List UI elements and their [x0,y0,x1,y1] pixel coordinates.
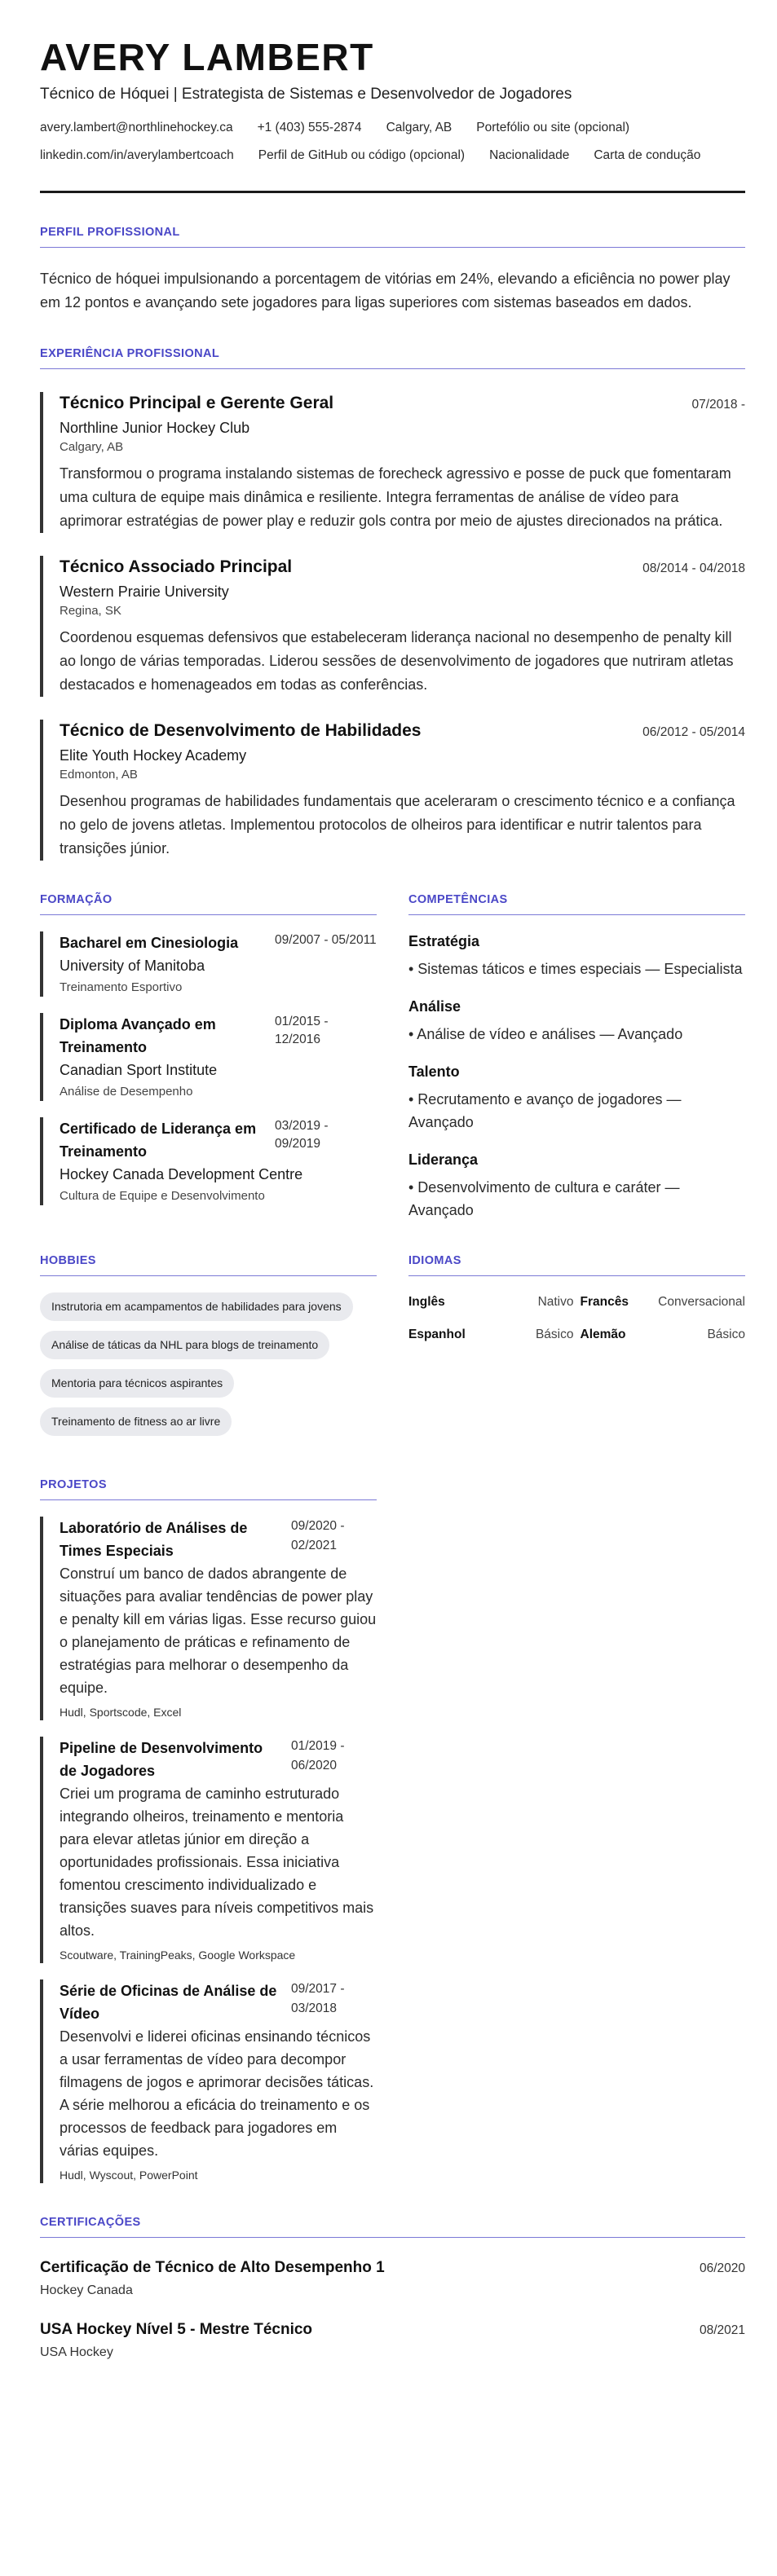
skill-entry: • Sistemas táticos e times especiais — Especialista [408,961,743,977]
contact-portfolio[interactable]: Portefólio ou site (opcional) [476,121,630,134]
degree-title: Diploma Avançado em Treinamento [60,1016,216,1055]
project-tools: Scoutware, TrainingPeaks, Google Workspace [60,1949,296,1962]
language-level: Nativo [537,1295,574,1309]
hobbies-section [40,1254,377,1446]
job-title: Técnico Associado Principal [60,557,293,576]
hobby-chip: Instrutoria em acampamentos de habilidades para jovens [40,1292,353,1321]
certification-date: 08/2021 [699,2323,745,2337]
experience-item [40,556,745,697]
candidate-name: AVERY LAMBERT [40,36,374,78]
education-section [40,893,377,1222]
degree-dates: 01/2015 - 12/2016 [275,1015,329,1046]
job-description: Transformou o programa instalando sistemas de forecheck agressivo e posse de puck que fomentaram uma cultura de equipe mais dinâmica e resiliente. Integra ferramentas de análise de vídeo para aprimorar estratégias de power play e reduzir gols contra por meio de ajustes direcionados na prática. [60,465,731,529]
education-skills-row [40,893,745,1222]
certifications-heading: CERTIFICAÇÕES [40,2216,745,2238]
project-item [40,1517,377,1720]
certification-name: Certificação de Técnico de Alto Desempenho 1 [40,2259,385,2276]
certification-issuer: Hockey Canada [40,2283,133,2297]
job-description: Desenhou programas de habilidades fundamentais que aceleraram o crescimento técnico e a confiança no gelo de jovens atletas. Implementou protocolos de olheiros para identificar e nutrir talentos para transições júnior. [60,793,735,856]
job-organization: Elite Youth Hockey Academy [60,747,247,764]
resume-header [40,36,745,193]
headline: Técnico de Hóquei | Estrategista de Sistemas e Desenvolvedor de Jogadores [40,86,572,103]
language-item [408,1294,574,1310]
hobbies-heading: HOBBIES [40,1254,377,1276]
project-dates: 09/2017 - 03/2018 [291,1982,345,2015]
project-dates: 01/2019 - 06/2020 [291,1739,345,1772]
language-name: Alemão [580,1328,626,1341]
skills-section [408,893,745,1222]
job-title: Técnico de Desenvolvimento de Habilidades [60,721,422,740]
certification-item [40,2257,745,2300]
project-description: Criei um programa de caminho estruturado integrando olheiros, treinamento e mentoria para elevar atletas júnior em direção a oportunidades profissionais. Essa iniciativa fomentou crescimento individualizado e transições suaves para níveis competitivos mais altos. [60,1786,374,1939]
school-name: Hockey Canada Development Centre [60,1166,303,1182]
hobbies-languages-row [40,1254,745,1446]
languages-heading: IDIOMAS [408,1254,745,1276]
skill-category: Talento [408,1063,460,1080]
language-item [408,1327,574,1343]
projects-row [40,1478,745,2183]
certification-item [40,2319,745,2362]
projects-section [40,1478,377,2183]
language-item [581,1294,746,1310]
certification-issuer: USA Hockey [40,2345,113,2359]
project-name: Laboratório de Análises de Times Especiais [60,1520,248,1559]
certification-date: 06/2020 [699,2261,745,2275]
language-level: Conversacional [658,1295,745,1309]
contact-license: Carta de condução [594,148,701,162]
experience-heading: EXPERIÊNCIA PROFISSIONAL [40,347,745,369]
skill-category: Liderança [408,1151,479,1168]
contact-nationality: Nacionalidade [489,148,570,162]
hobby-chip-list [40,1292,377,1446]
job-organization: Northline Junior Hockey Club [60,420,250,436]
job-location: Calgary, AB [60,440,124,454]
degree-title: Certificado de Liderança em Treinamento [60,1121,257,1160]
job-location: Edmonton, AB [60,768,138,782]
summary-heading: PERFIL PROFISSIONAL [40,226,745,248]
summary-text: Técnico de hóquei impulsionando a porcentagem de vitórias em 24%, elevando a eficiência no power play em 12 pontos e avançando sete jogadores para ligas superiores com sistemas baseados em dados. [40,271,731,310]
job-dates: 06/2012 - 05/2014 [642,725,745,739]
language-item [581,1327,746,1343]
field-of-study: Cultura de Equipe e Desenvolvimento [60,1189,265,1203]
project-item [40,1979,377,2183]
skill-group [408,1062,745,1134]
degree-dates: 03/2019 - 09/2019 [275,1119,329,1151]
language-name: Francês [580,1295,629,1309]
job-location: Regina, SK [60,604,121,618]
job-dates: 08/2014 - 04/2018 [642,561,745,575]
summary-section [40,226,745,315]
job-title: Técnico Principal e Gerente Geral [60,394,334,412]
project-description: Construí um banco de dados abrangente de situações para avaliar tendências de power play e penalty kill em várias ligas. Esse recurso guiou o planejamento de práticas e refinamento de estratégias para melhorar o desempenho da equipe. [60,1565,377,1696]
skill-entry: • Análise de vídeo e análises — Avançado [408,1026,683,1042]
project-name: Série de Oficinas de Análise de Vídeo [60,1983,277,2022]
job-organization: Western Prairie University [60,583,229,600]
field-of-study: Análise de Desempenho [60,1085,193,1099]
contact-email[interactable]: avery.lambert@northlinehockey.ca [40,121,233,134]
contact-phone[interactable]: +1 (403) 555-2874 [257,121,362,134]
language-name: Inglês [408,1295,445,1309]
degree-title: Bacharel em Cinesiologia [60,935,239,951]
project-description: Desenvolvi e liderei oficinas ensinando técnicos a usar ferramentas de vídeo para decompor filmagens de jogos e aprimorar decisões táticas. A série melhorou a eficácia do treinamento e os processos de feedback para jogadores em várias equipes. [60,2028,374,2159]
projects-heading: PROJETOS [40,1478,377,1500]
certifications-section [40,2216,745,2362]
language-grid [408,1294,745,1343]
experience-item [40,720,745,861]
skills-heading: COMPETÊNCIAS [408,893,745,915]
skill-category: Análise [408,998,461,1015]
skill-group [408,931,745,980]
project-tools: Hudl, Wyscout, PowerPoint [60,2169,198,2182]
contact-github[interactable]: Perfil de GitHub ou código (opcional) [258,148,466,162]
skill-group [408,1150,745,1222]
hobby-chip: Análise de táticas da NHL para blogs de treinamento [40,1331,329,1359]
language-level: Básico [707,1328,745,1341]
skill-entry: • Recrutamento e avanço de jogadores — Avançado [408,1091,682,1130]
contact-location: Calgary, AB [386,121,453,134]
experience-section [40,347,745,861]
project-dates: 09/2020 - 02/2021 [291,1519,345,1552]
contact-linkedin[interactable]: linkedin.com/in/averylambertcoach [40,148,234,162]
project-name: Pipeline de Desenvolvimento de Jogadores [60,1740,263,1779]
school-name: University of Manitoba [60,958,205,974]
degree-dates: 09/2007 - 05/2011 [275,933,377,947]
education-item [40,931,377,997]
experience-item [40,392,745,533]
projects-right-spacer [408,1478,745,2183]
skill-group [408,997,745,1046]
school-name: Canadian Sport Institute [60,1062,218,1078]
languages-section [408,1254,745,1446]
education-item [40,1013,377,1101]
education-item [40,1117,377,1205]
language-name: Espanhol [408,1328,466,1341]
skill-category: Estratégia [408,933,480,949]
header-divider [40,191,745,193]
certification-name: USA Hockey Nível 5 - Mestre Técnico [40,2321,313,2338]
education-heading: FORMAÇÃO [40,893,377,915]
field-of-study: Treinamento Esportivo [60,980,183,994]
hobby-chip: Mentoria para técnicos aspirantes [40,1369,234,1398]
project-tools: Hudl, Sportscode, Excel [60,1706,182,1719]
job-description: Coordenou esquemas defensivos que estabeleceram liderança nacional no desempenho de penalty kill ao longo de várias temporadas. Liderou sessões de desenvolvimento de jogadores que nutriram atletas destacados e homenageados em todas as conferências. [60,629,734,693]
contact-list [40,119,745,174]
job-dates: 07/2018 - [691,398,745,412]
language-level: Básico [535,1328,574,1341]
hobby-chip: Treinamento de fitness ao ar livre [40,1407,232,1436]
project-item [40,1737,377,1963]
skill-entry: • Desenvolvimento de cultura e caráter — Avançado [408,1179,680,1218]
